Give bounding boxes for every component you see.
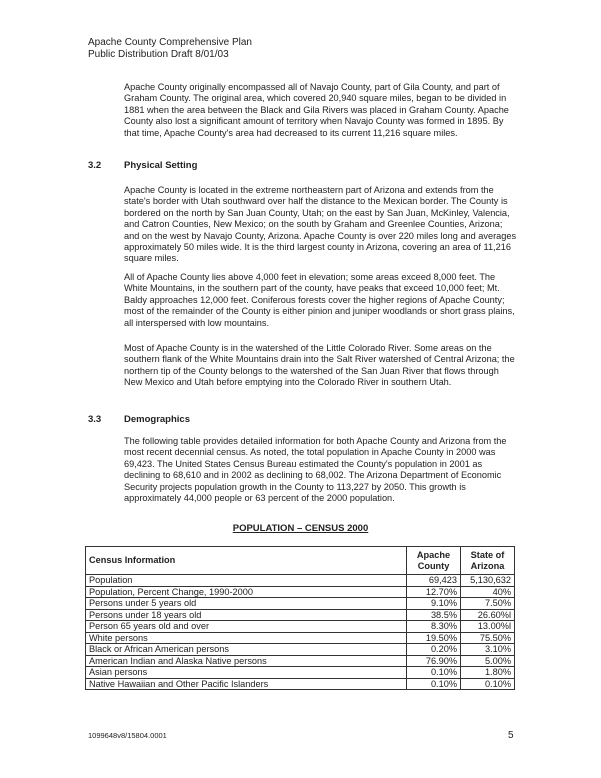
row-label: Persons under 5 years old: [86, 598, 407, 610]
physical-setting-paragraph-2: All of Apache County lies above 4,000 feet in elevation; some areas exceed 8,000 feet. The White Mountains, in the southern part of the county, have peaks that exceed 10,000 feet; Mt. Baldy approaches 12,000 feet. Coniferous forests cover the higher regions of Apache County; most of the remainder of the County is either pinion and juniper woodlands or short grass plains, all interspersed with low mountains.: [124, 272, 515, 328]
table-row: [86, 575, 515, 587]
apache-county-value: 76.90%: [407, 655, 461, 667]
apache-county-value: 69,423: [407, 575, 461, 587]
arizona-value: 7.50%: [461, 598, 515, 610]
physical-setting-paragraph-3: Most of Apache County is in the watershed of the Little Colorado River. Some areas on the southern flank of the White Mountains drain into the Salt River watershed of Central Arizona; the northern tip of the County belongs to the watershed of the San Juan River that flows through New Mexico and Utah before emptying into the Colorado River in southern Utah.: [124, 343, 515, 388]
table-row: [86, 678, 515, 690]
table-row: [86, 586, 515, 598]
page-number: 5: [508, 730, 514, 741]
arizona-value: 40%: [461, 586, 515, 598]
apache-county-value: 38.5%: [407, 609, 461, 621]
row-label: Population: [86, 575, 407, 587]
section-title-demographics: Demographics: [124, 414, 190, 425]
census-table: [85, 546, 515, 690]
page-header: [88, 37, 252, 61]
row-label: Native Hawaiian and Other Pacific Islanders: [86, 678, 407, 690]
table-row: [86, 609, 515, 621]
apache-county-value: 19.50%: [407, 632, 461, 644]
apache-county-value: 0.10%: [407, 667, 461, 679]
demographics-paragraph: The following table provides detailed information for both Apache County and Arizona from the most recent decennial census. As noted, the total population in Apache County in 2000 was 69,423. The United States Census Bureau estimated the County's population in 2001 as declining to 68,610 and in 2002 as declining to 68,002. The Arizona Department of Economic Security projects population growth in the County to 113,227 by 2050. This growth is approximately 44,000 people or 63 percent of the 2000 population.: [124, 436, 507, 504]
table-row: [86, 621, 515, 633]
physical-setting-paragraph-1: Apache County is located in the extreme northeastern part of Arizona and extends from the state's border with Utah southward over half the distance to the Mexican border. The County is bordered on the north by San Juan County, Utah; on the east by San Juan, McKinley, Valencia, and Catron Counties, New Mexico; on the south by Graham and Greenlee Counties, Arizona; and on the west by Navajo County, Arizona. Apache County is over 220 miles long and averages approximately 50 miles wide. It is the third largest county in Arizona, covering an area of 11,216 square miles.: [124, 185, 517, 264]
row-label: Black or African American persons: [86, 644, 407, 656]
row-label: Asian persons: [86, 667, 407, 679]
section-title-physical-setting: Physical Setting: [124, 160, 198, 171]
arizona-value: 0.10%: [461, 678, 515, 690]
header-title: Apache County Comprehensive Plan: [88, 37, 252, 48]
apache-county-value: 0.10%: [407, 678, 461, 690]
table-header-row: [86, 547, 515, 575]
apache-county-value: 9.10%: [407, 598, 461, 610]
arizona-value: 13.00%l: [461, 621, 515, 633]
column-header-apache-county: Apache County: [407, 547, 461, 575]
row-label: Person 65 years old and over: [86, 621, 407, 633]
row-label: American Indian and Alaska Native persons: [86, 655, 407, 667]
table-row: [86, 644, 515, 656]
document-id: 1099648v8/15804.0001: [88, 731, 167, 740]
row-label: Population, Percent Change, 1990-2000: [86, 586, 407, 598]
arizona-value: 1.80%: [461, 667, 515, 679]
apache-county-value: 0.20%: [407, 644, 461, 656]
arizona-value: 5,130,632: [461, 575, 515, 587]
apache-county-value: 12.70%: [407, 586, 461, 598]
row-label: Persons under 18 years old: [86, 609, 407, 621]
header-subtitle: Public Distribution Draft 8/01/03: [88, 49, 229, 60]
table-title: POPULATION – CENSUS 2000: [232, 523, 369, 534]
arizona-value: 26.60%l: [461, 609, 515, 621]
arizona-value: 75.50%: [461, 632, 515, 644]
arizona-value: 5.00%: [461, 655, 515, 667]
table-row: [86, 655, 515, 667]
table-row: [86, 632, 515, 644]
column-header-state-of-arizona: State of Arizona: [461, 547, 515, 575]
column-header-census-information: Census Information: [86, 547, 407, 575]
table-row: [86, 598, 515, 610]
apache-county-value: 8.30%: [407, 621, 461, 633]
row-label: White persons: [86, 632, 407, 644]
section-number-3-3: 3.3: [88, 414, 102, 425]
section-number-3-2: 3.2: [88, 160, 102, 171]
intro-paragraph: Apache County originally encompassed all of Navajo County, part of Gila County, and part of Graham County. The original area, which covered 20,940 square miles, began to be divided in 1881 when the area between the Black and Gila Rivers was placed in Graham County. Apache County also lost a significant amount of territory when Navajo County was formed in 1895. By that time, Apache County's area had decreased to its current 11,216 square miles.: [124, 82, 509, 138]
arizona-value: 3.10%: [461, 644, 515, 656]
table-row: [86, 667, 515, 679]
